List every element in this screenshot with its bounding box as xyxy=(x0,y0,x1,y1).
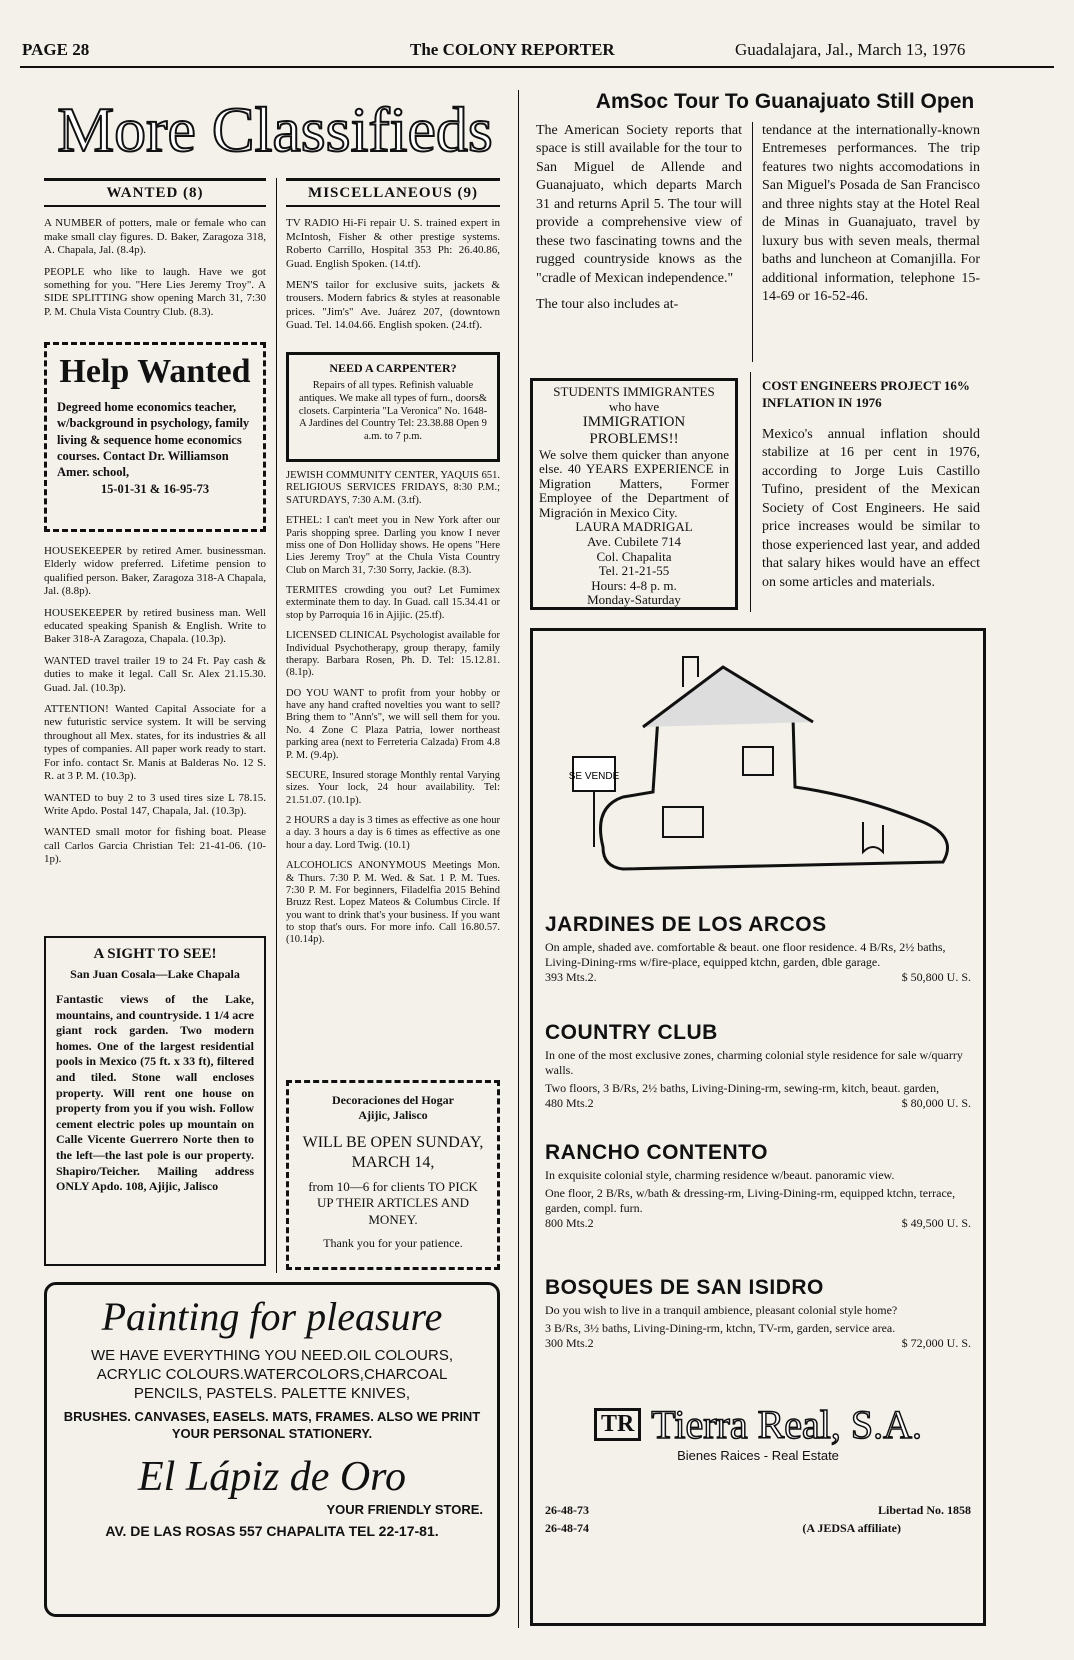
company-affiliate: (A JEDSA affiliate) xyxy=(802,1521,901,1535)
misc-ad: ALCOHOLICS ANONYMOUS Meetings Mon. & Thurs. 7:30 P. M. Wed. & Sat. 1 P. M. Tues. 7:30 P. M. For beginners, Filadelfia 2015 Behind Bruzz Rest. Lopez Mateos & Columbus Circle. If you want to drink that's your business. If you want to stop that's ours. For more info. Call 16.80.57. (10.14p). xyxy=(286,860,500,946)
sight-title: A SIGHT TO SEE! xyxy=(93,946,217,962)
misc-ad: DO YOU WANT to profit from your hobby or have any hand crafted novelties you want to sell? Bring them to "Ann's", we will sell them for you. No. 4 Zone C Plaza Patria, lower northeast parking area (next to Ferreteria Calzada) From 4.8 P. M. (9.4p). xyxy=(286,687,500,761)
listing xyxy=(545,1276,971,1351)
carpenter-body: Repairs of all types. Refinish valuable antiques. We make all types of furn., doors& closets. Carpinteria "La Veronica" No. 1648-A Jardines del Country Tel: 23.38.88 Open 9 a.m. to 7 p.m. xyxy=(298,380,488,443)
dateline: Guadalajara, Jal., March 13, 1976 xyxy=(735,40,966,59)
carpenter-title: NEED A CARPENTER? xyxy=(329,361,457,375)
listing-desc-2: 3 B/Rs, 3½ baths, Living-Dining-rm, ktchn, TV-rm, garden, service area. xyxy=(545,1321,896,1335)
page-number: PAGE 28 xyxy=(22,40,90,59)
students-name: LAURA MADRIGAL xyxy=(575,519,693,535)
listing-desc: On ample, shaded ave. comfortable & beaut. one floor residence. 4 B/Rs, 2½ baths, Living-Dining-rms w/fire-place, equipped ktchn, garden, dble garage. xyxy=(545,940,946,969)
wanted-ad: WANTED travel trailer 19 to 24 Ft. Pay cash & duties to make it legal. Call Sr. Alex 21.15.30. Guad. Jal. (10.3p). xyxy=(44,654,266,694)
decoraciones-box xyxy=(286,1080,500,1270)
column-rule xyxy=(518,90,519,1628)
banner-title: More Classifieds xyxy=(57,94,493,165)
company-address: Libertad No. 1858 xyxy=(878,1503,971,1517)
decoraciones-title: Decoraciones del Hogar xyxy=(332,1093,454,1107)
wanted-column xyxy=(44,178,266,327)
students-tel: Tel. 21-21-55 xyxy=(598,563,670,579)
tierra-real-ad xyxy=(530,628,986,1626)
listing-title: COUNTRY CLUB xyxy=(545,1021,718,1044)
tr-logo-mark: TR xyxy=(594,1408,641,1441)
company-tagline: Bienes Raices - Real Estate xyxy=(677,1448,839,1463)
amsoc-col2: tendance at the internationally-known Entremeses performances. The trip features two nights accomodations in San Miguel's Posada de San Francisco and three nights stay at the Hotel Real de Minas in Guanajuato, travel by luxury bus with seven meals, thermal baths and luncheon at Comanjilla. For additional information, telephone 15-14-69 or 16-52-46. xyxy=(762,123,980,305)
students-box xyxy=(530,378,738,610)
students-colonia: Col. Chapalita xyxy=(596,548,672,564)
store-tagline: YOUR FRIENDLY STORE. xyxy=(326,1501,483,1517)
amsoc-body-1: The American Society reports that space is still available for the tour to San Miguel de Allende and Guanajuato, which departs March 31 and returns April 5. The tour will provide a comprehensive view of these two fascinating towns and the rugged countryside knows as the "cradle of Mexican independence." xyxy=(536,123,742,286)
misc-heading: MISCELLANEOUS (9) xyxy=(286,178,500,207)
sight-to-see-box xyxy=(44,936,266,1266)
wanted-more-column xyxy=(44,545,266,875)
listing-price: $ 49,500 U. S. xyxy=(901,1216,971,1230)
misc-ad: JEWISH COMMUNITY CENTER, YAQUIS 651. RELIGIOUS SERVICES FRIDAYS, 8:30 P.M.; SATURDAYS, 7:30 A.M. (3.tf). xyxy=(286,470,500,506)
help-wanted-body: Degreed home economics teacher, w/background in psychology, family living & sequence home economics courses. Contact Dr. Williamson Amer. school, xyxy=(57,400,250,479)
misc-ad: ETHEL: I can't meet you in New York after our Paris shopping spree. Darling you know I never miss one of Don Holliday shows. He opens "Here Lies Jeremy Troy" at the Chula Vista Country Club on March 31, 7:30 Sorry, Jackie. (8.3). xyxy=(286,515,500,576)
wanted-ad: PEOPLE who like to laugh. Have we got something for you. "Here Lies Jeremy Troy". A SIDE SPLITTING show opening March 31, 7:30 P. M. Chula Vista Country Club. (8.3). xyxy=(44,265,266,318)
decoraciones-place: Ajijic, Jalisco xyxy=(358,1108,428,1122)
students-line4: PROBLEMS!! xyxy=(589,430,679,447)
listing-price: $ 80,000 U. S. xyxy=(901,1096,971,1110)
students-line3: IMMIGRATION xyxy=(582,414,686,431)
misc-ad: MEN'S tailor for exclusive suits, jackets & trousers. Modern fabrics & styles at reasonable prices. "Jim's" Ave. Juárez 207, (downtown Guad. Tel. 14.04.66. English spoken. (24.tf). xyxy=(286,278,500,332)
painting-products-2: BRUSHES. CANVASES, EASELS. MATS, FRAMES. ALSO WE PRINT YOUR PERSONAL STATIONERY. xyxy=(63,1409,481,1441)
column-rule xyxy=(276,178,277,1273)
listing-desc-2: Two floors, 3 B/Rs, 2½ baths, Living-Dining-rm, sewing-rm, kitch, beaut. garden, xyxy=(545,1081,940,1095)
misc-column xyxy=(286,178,500,341)
wanted-ad: ATTENTION! Wanted Capital Associate for a new futuristic service system. It will be serving throughout all Mex. states, for its industries & all types of companies. All paper work ready to start. For info. contact Sr. Manis at Balderas No. 12 S. R. at 3 P. M. (10.3p). xyxy=(44,703,266,783)
company-name: Tierra Real, S.A. xyxy=(651,1402,923,1447)
company-phone: 26-48-73 xyxy=(545,1503,589,1517)
column-rule xyxy=(752,122,753,362)
cost-body: Mexico's annual inflation should stabilize at 16 per cent in 1976, according to Jorge Luis Castillo Tufino, president of the Mexican Society of Cost Engineers. He said price increases would be similar to those experienced last year, and added that salary hikes would have an effect on some articles and materials. xyxy=(762,426,980,590)
listing-title: BOSQUES DE SAN ISIDRO xyxy=(545,1276,824,1299)
help-wanted-phones: 15-01-31 & 16-95-73 xyxy=(100,482,210,497)
misc-ad: SECURE, Insured storage Monthly rental Varying sizes. Your lock, 24 hour availability. Tel: 21.51.07. (10.1p). xyxy=(286,769,500,806)
cost-article xyxy=(762,378,980,592)
company-phone: 26-48-74 xyxy=(545,1521,589,1535)
carpenter-box xyxy=(286,352,500,462)
sale-sign-text: SE VENDE xyxy=(568,771,620,782)
sight-body: Fantastic views of the Lake, mountains, and countryside. 1 1/4 acre giant rock garden. Two modern homes. One of the largest residential pools in Mexico (75 ft. x 33 ft), filtered and tiled. Stone wall encloses property. Will rent one house on property from you if you wish. Follow cement electric poles up mountain on Calle Vicente Guerrero Norte then to the left—the last pole is our property. Shapiro/Teicher. Mailing address ONLY Apdo. 108, Ajijic, Jalisco xyxy=(56,992,254,1194)
store-name: El Lápiz de Oro xyxy=(138,1453,406,1500)
listing-desc: Do you wish to live in a tranquil ambience, pleasant colonial style home? xyxy=(545,1303,898,1317)
misc-ad: 2 HOURS a day is 3 times as effective as one hour a day. 3 hours a day is 6 times as effective as one hour a day. Lord Twig. (10.1) xyxy=(286,815,500,851)
misc-more-column xyxy=(286,470,500,955)
students-days: Monday-Saturday xyxy=(587,592,681,608)
amsoc-col1 xyxy=(536,122,742,315)
listing-size: 300 Mts.2 xyxy=(545,1336,594,1350)
wanted-ad: HOUSEKEEPER by retired Amer. businessman. Elderly widow preferred. Lifetime pension to qualified person. Baker, Zaragoza 318-A Chapala, Jal. (8.8p). xyxy=(44,545,266,598)
listing xyxy=(545,913,971,985)
listing-desc: In exquisite colonial style, charming residence w/beaut. panoramic view. xyxy=(545,1168,895,1182)
listing-title: JARDINES DE LOS ARCOS xyxy=(545,913,827,936)
listing-size: 800 Mts.2 xyxy=(545,1216,594,1230)
wanted-ad: A NUMBER of potters, male or female who can make small clay figures. D. Baker, Zaragoza 318, A. Chapala, Jal. (8.4p). xyxy=(44,217,266,257)
listing xyxy=(545,1021,971,1111)
listing-size: 393 Mts.2. xyxy=(545,970,597,984)
paper-name: The COLONY REPORTER xyxy=(410,40,615,59)
help-wanted-title: Help Wanted xyxy=(59,353,251,390)
amsoc-headline: AmSoc Tour To Guanajuato Still Open xyxy=(595,90,975,113)
misc-ad: TV RADIO Hi-Fi repair U. S. trained expert in McIntosh, Fisher & other prestige systems. Roberto Carrillo, Hospital 353 Ph: 26.40.86, Guad. English Spoken. (14.tf). xyxy=(286,217,500,270)
wanted-ad: WANTED small motor for fishing boat. Please call Carlos Garcia Christian Tel: 21-41-06. (10-1p). xyxy=(44,826,266,866)
listing-desc: In one of the most exclusive zones, charming colonial style residence for sale w/quarry walls. xyxy=(545,1048,963,1077)
column-rule xyxy=(750,372,751,612)
painting-script-title: Painting for pleasure xyxy=(101,1294,443,1339)
painting-ad xyxy=(44,1282,500,1617)
listing-price: $ 72,000 U. S. xyxy=(901,1336,971,1350)
listing-desc-2: One floor, 2 B/Rs, w/bath & dressing-rm, Living-Dining-rm, equipped ktchn, terrace, garden, compl. furn. xyxy=(545,1186,956,1215)
header-rule xyxy=(20,66,1054,68)
shoe-house-illustration xyxy=(563,647,963,897)
misc-ad: TERMITES crowding you out? Let Fumimex exterminate them to day. In Guad. call 15.34.41 or stop by Parroquia 16 in Ajijic. (25.tf). xyxy=(286,585,500,621)
wanted-ad: HOUSEKEEPER by retired business man. Well educated speaking Spanish & English. Write to Baker 318-A Zaragoza, Chapala. (10.3p). xyxy=(44,606,266,646)
tierra-real-logo xyxy=(545,1401,971,1463)
listing-size: 480 Mts.2 xyxy=(545,1096,594,1110)
decoraciones-thanks: Thank you for your patience. xyxy=(323,1235,463,1250)
painting-products: WE HAVE EVERYTHING YOU NEED.OIL COLOURS, ACRYLIC COLOURS.WATERCOLORS,CHARCOAL PENCILS, PASTELS. PALETTE KNIVES, xyxy=(90,1347,454,1402)
students-title: STUDENTS IMMIGRANTES xyxy=(553,384,715,399)
students-address: Ave. Cubilete 714 xyxy=(587,533,681,549)
wanted-heading: WANTED (8) xyxy=(44,178,266,207)
listing-title: RANCHO CONTENTO xyxy=(545,1141,768,1164)
amsoc-body-1b: The tour also includes at- xyxy=(536,297,679,313)
wanted-ad: WANTED to buy 2 to 3 used tires size L 78.15. Write Apdo. Postal 147, Chapala, Jal. (10.3p). xyxy=(44,791,266,817)
decoraciones-body: from 10—6 for clients TO PICK UP THEIR ARTICLES AND MONEY. xyxy=(308,1179,478,1227)
students-line2: who have xyxy=(608,398,660,414)
cost-headline: COST ENGINEERS PROJECT 16% INFLATION IN 1976 xyxy=(762,378,970,410)
company-contact xyxy=(545,1501,971,1537)
misc-ad: LICENSED CLINICAL Psychologist available for Individual Psychotherapy, group therapy, family therapy. Barbara Rosen, Ph. D. Tel: 15.12.81. (8.1p). xyxy=(286,630,500,679)
decoraciones-open: WILL BE OPEN SUNDAY, MARCH 14, xyxy=(302,1134,484,1171)
store-address: AV. DE LAS ROSAS 557 CHAPALITA TEL 22-17-81. xyxy=(105,1522,439,1539)
sight-subtitle: San Juan Cosala—Lake Chapala xyxy=(70,967,240,981)
help-wanted-box xyxy=(44,342,266,532)
students-hours: Hours: 4-8 p. m. xyxy=(591,577,677,593)
students-body: We solve them quicker than anyone else. 40 YEARS EXPERIENCE in Migration Matters, Former Employee of the Department of Migración in Mexico City. xyxy=(539,446,729,520)
listing xyxy=(545,1141,971,1231)
listing-price: $ 50,800 U. S. xyxy=(901,970,971,984)
